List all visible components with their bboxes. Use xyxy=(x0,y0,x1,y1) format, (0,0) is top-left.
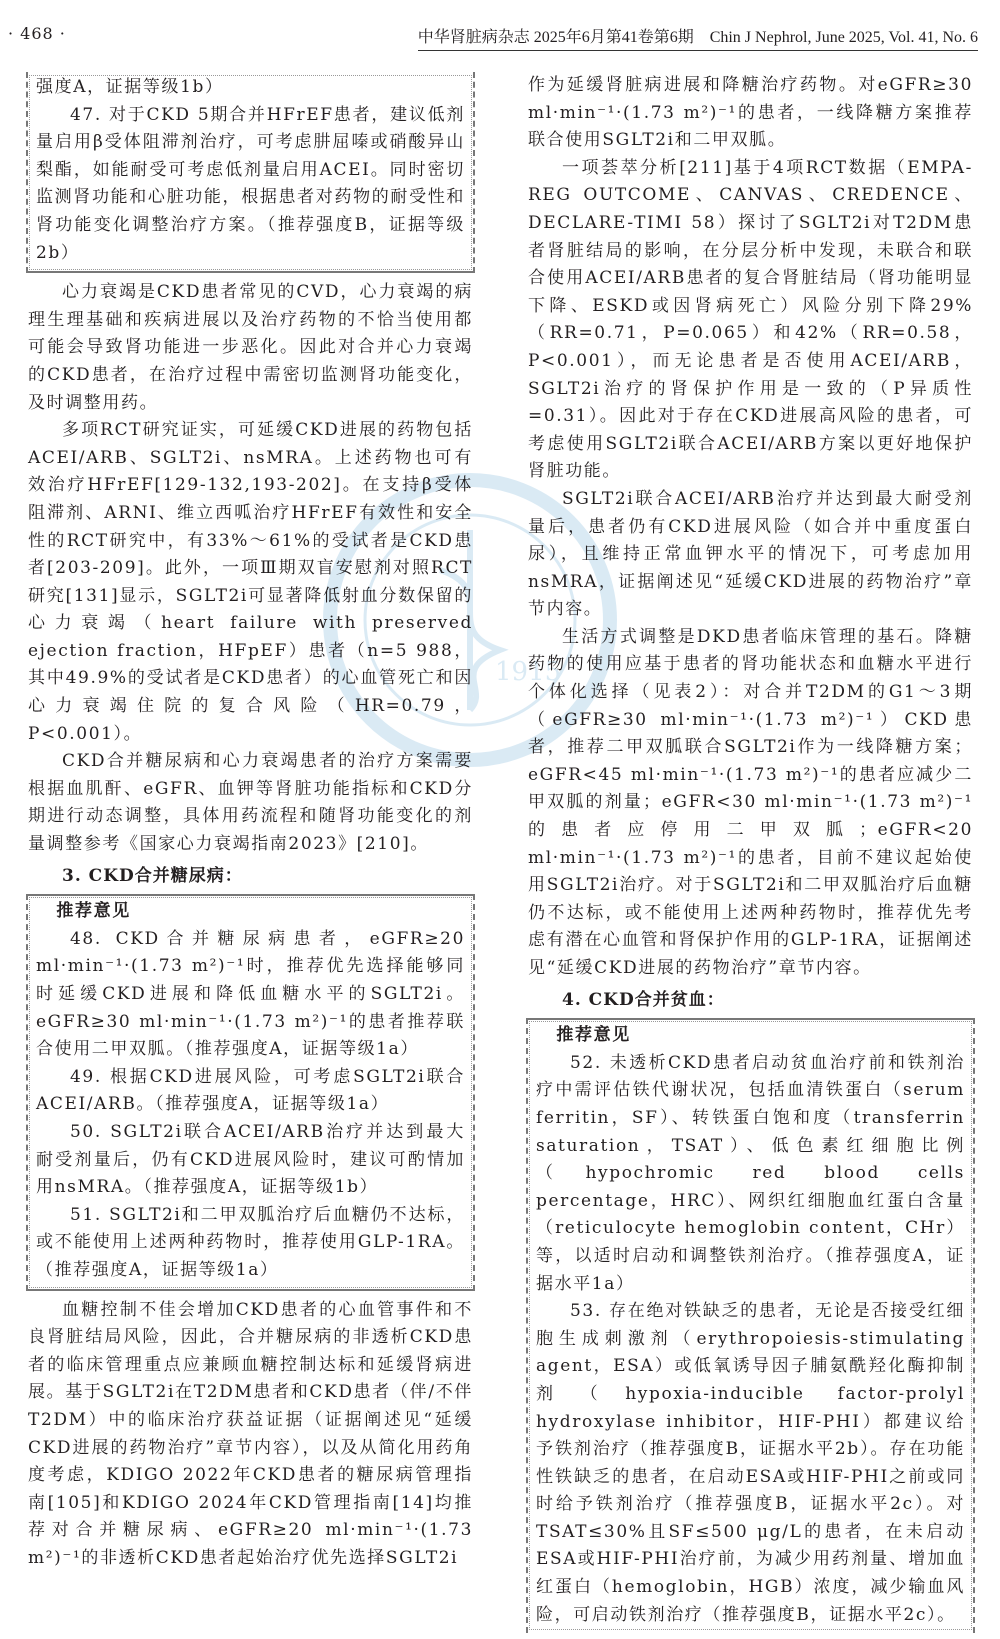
left-column xyxy=(28,72,473,1572)
section-heading-anemia: 4. CKD合并贫血： xyxy=(562,989,725,1010)
recommendation-continuation: 强度A，证据等级1b） xyxy=(36,77,224,97)
paragraph-heart-failure: 心力衰竭是CKD患者常见的CVD，心力衰竭的病理生理基础和疾病进展以及治疗药物的不恰当使用都可能会导致肾功能进一步恶化。因此对合并心力衰竭的CKD患者，在治疗过程中需密切监测肾功能变化，及时调整用药。 xyxy=(28,282,473,413)
paragraph-glycemic-control: 血糖控制不佳会增加CKD患者的心血管事件和不良肾脏结局风险，因此，合并糖尿病的非透析CKD患者的临床管理重点应兼顾血糖控制达标和延缓肾病进展。基于SGLT2i在T2DM患者和CKD患者（伴/不伴T2DM）中的临床治疗获益证据（证据阐述见“延缓CKD进展的药物治疗”章节内容），以及从简化用药角度考虑，KDIGO 2022年CKD患者的糖尿病管理指南[105]和KDIGO 2024年CKD管理指南[14]均推荐对合并糖尿病、eGFR≥20 ml·min⁻¹·(1.73 m²)⁻¹的非透析CKD患者起始治疗优先选择SGLT2i xyxy=(28,1299,473,1568)
paragraph-dynamic-adjustment: CKD合并糖尿病和心力衰竭患者的治疗方案需要根据血肌酐、eGFR、血钾等肾脏功能指标和CKD分期进行动态调整，具体用药流程和随肾功能变化的剂量调整参考《国家心力衰竭指南2023》[210]。 xyxy=(28,751,473,855)
watermark-year: 1915 xyxy=(495,657,562,687)
recommendation-48: 48. CKD合并糖尿病患者，eGFR≥20 ml·min⁻¹·(1.73 m²)⁻¹时，推荐优先选择能够同时延缓CKD进展和降低血糖水平的SGLT2i。eGFR≥30 ml·min⁻¹·(1.73 m²)⁻¹的患者推荐联合使用二甲双胍。（推荐强度A，证据等级1a） xyxy=(36,928,465,1060)
running-header xyxy=(0,18,1000,48)
recommendation-47: 47. 对于CKD 5期合并HFrEF患者，建议低剂量启用β受体阻滞剂治疗，可考虑肼屈嗪或硝酸异山梨酯，如能耐受可考虑低剂量启用ACEI。同时密切监测肾功能和心脏功能，根据患者对药物的耐受性和肾功能变化调整治疗方案。（推荐强度B，证据等级2b） xyxy=(36,104,465,263)
page-number: · 468 · xyxy=(8,24,66,43)
recommendation-50: 50. SGLT2i联合ACEI/ARB治疗并达到最大耐受剂量后，仍有CKD进展风险时，建议可酌情加用nsMRA。（推荐强度A，证据等级1b） xyxy=(36,1121,465,1198)
section-heading-diabetes: 3. CKD合并糖尿病： xyxy=(62,865,243,886)
recommendation-box-title: 推荐意见 xyxy=(56,901,131,922)
paragraph-continuation: 作为延缓肾脏病进展和降糖治疗药物。对eGFR≥30 ml·min⁻¹·(1.73 m²)⁻¹的患者，一线降糖方案推荐联合使用SGLT2i和二甲双胍。 xyxy=(528,75,973,151)
recommendation-box-diabetes xyxy=(26,894,475,1290)
recommendation-53: 53. 存在绝对铁缺乏的患者，无论是否接受红细胞生成刺激剂（erythropoiesis-stimulating agent，ESA）或低氧诱导因子脯氨酰羟化酶抑制剂（hypoxia-inducible factor-prolyl hydroxylase inhibitor，HIF-PHI）都建议给予铁剂治疗（推荐强度B，证据水平2b）。存在功能性铁缺乏的患者，在启动ESA或HIF-PHI之前或同时给予铁剂治疗（推荐强度B，证据水平2c）。对TSAT≤30%且SF≤500 μg/L的患者，在未启动ESA或HIF-PHI治疗前，为减少用药剂量、增加血红蛋白（hemoglobin，HGB）浓度，减少输血风险，可启动铁剂治疗（推荐强度B，证据水平2c）。 xyxy=(536,1301,965,1625)
paragraph-rct-evidence: 多项RCT研究证实，可延缓CKD进展的药物包括ACEI/ARB、SGLT2i、nsMRA。上述药物也可有效治疗HFrEF[129-132,193-202]。在支持β受体阻滞剂、ARNI、维立西呱治疗HFrEF有效性和安全性的RCT研究中，有33%～61%的受试者是CKD患者[203-209]。此外，一项Ⅲ期双盲安慰剂对照RCT研究[131]显示，SGLT2i可显著降低射血分数保留的心力衰竭（heart failure with preserved ejection fraction，HFpEF）患者（n=5 988，其中49.9%的受试者是CKD患者）的心血管死亡和因心力衰竭住院的复合风险（HR=0.79，P<0.001）。 xyxy=(28,420,473,744)
recommendation-box-title: 推荐意见 xyxy=(556,1025,631,1046)
recommendation-49: 49. 根据CKD进展风险，可考虑SGLT2i联合ACEI/ARB。（推荐强度A，证据等级1a） xyxy=(36,1066,465,1115)
paragraph-lifestyle: 生活方式调整是DKD患者临床管理的基石。降糖药物的使用应基于患者的肾功能状态和血糖水平进行个体化选择（见表2）：对合并T2DM的G1～3期（eGFR≥30 ml·min⁻¹·(1.73 m²)⁻¹）CKD患者，推荐二甲双胍联合SGLT2i作为一线降糖方案；eGFR<45 ml·min⁻¹·(1.73 m²)⁻¹的患者应减少二甲双胍的剂量；eGFR<30 ml·min⁻¹·(1.73 m²)⁻¹的患者应停用二甲双胍；eGFR<20 ml·min⁻¹·(1.73 m²)⁻¹的患者，目前不建议起始使用SGLT2i治疗。对于SGLT2i和二甲双胍治疗后血糖仍不达标，或不能使用上述两种药物时，推荐优先考虑有潜在心血管和肾保护作用的GLP-1RA，证据阐述见“延缓CKD进展的药物治疗”章节内容。 xyxy=(528,626,973,978)
recommendation-52: 52. 未透析CKD患者启动贫血治疗前和铁剂治疗中需评估铁代谢状况，包括血清铁蛋白（serum ferritin，SF）、转铁蛋白饱和度（transferrin saturation，TSAT）、低色素红细胞比例（hypochromic red blood cells percentage，HRC）、网织红细胞血红蛋白含量（reticulocyte hemoglobin content，CHr）等，以适时启动和调整铁剂治疗。（推荐强度A，证据水平1a） xyxy=(536,1052,965,1294)
recommendation-box-47 xyxy=(26,72,475,273)
recommendation-box-anemia xyxy=(526,1018,975,1633)
paragraph-nsmra: SGLT2i联合ACEI/ARB治疗并达到最大耐受剂量后，患者仍有CKD进展风险（如合并中重度蛋白尿），且维持正常血钾水平的情况下，可考虑加用nsMRA，证据阐述见“延缓CKD进展的药物治疗”章节内容。 xyxy=(528,488,973,620)
recommendation-51: 51. SGLT2i和二甲双胍治疗后血糖仍不达标，或不能使用上述两种药物时，推荐使用GLP-1RA。（推荐强度A，证据等级1a） xyxy=(36,1204,465,1280)
journal-citation: 中华肾脏病杂志 2025年6月第41卷第6期 Chin J Nephrol, June 2025, Vol. 41, No. 6 xyxy=(418,24,978,51)
paragraph-meta-analysis: 一项荟萃分析[211]基于4项RCT数据（EMPA-REG OUTCOME、CANVAS、CREDENCE、DECLARE-TIMI 58）探讨了SGLT2i对T2DM患者肾脏结局的影响，在分层分析中发现，未联合和联合使用ACEI/ARB患者的复合肾脏结局（肾功能明显下降、ESKD或因肾病死亡）风险分别下降29%（RR=0.71，P=0.065）和42%（RR=0.58，P<0.001），而无论患者是否使用ACEI/ARB，SGLT2i治疗的肾保护作用是一致的（P异质性=0.31）。因此对于存在CKD进展高风险的患者，可考虑使用SGLT2i联合ACEI/ARB方案以更好地保护肾脏功能。 xyxy=(528,157,973,482)
right-column xyxy=(528,72,973,1639)
